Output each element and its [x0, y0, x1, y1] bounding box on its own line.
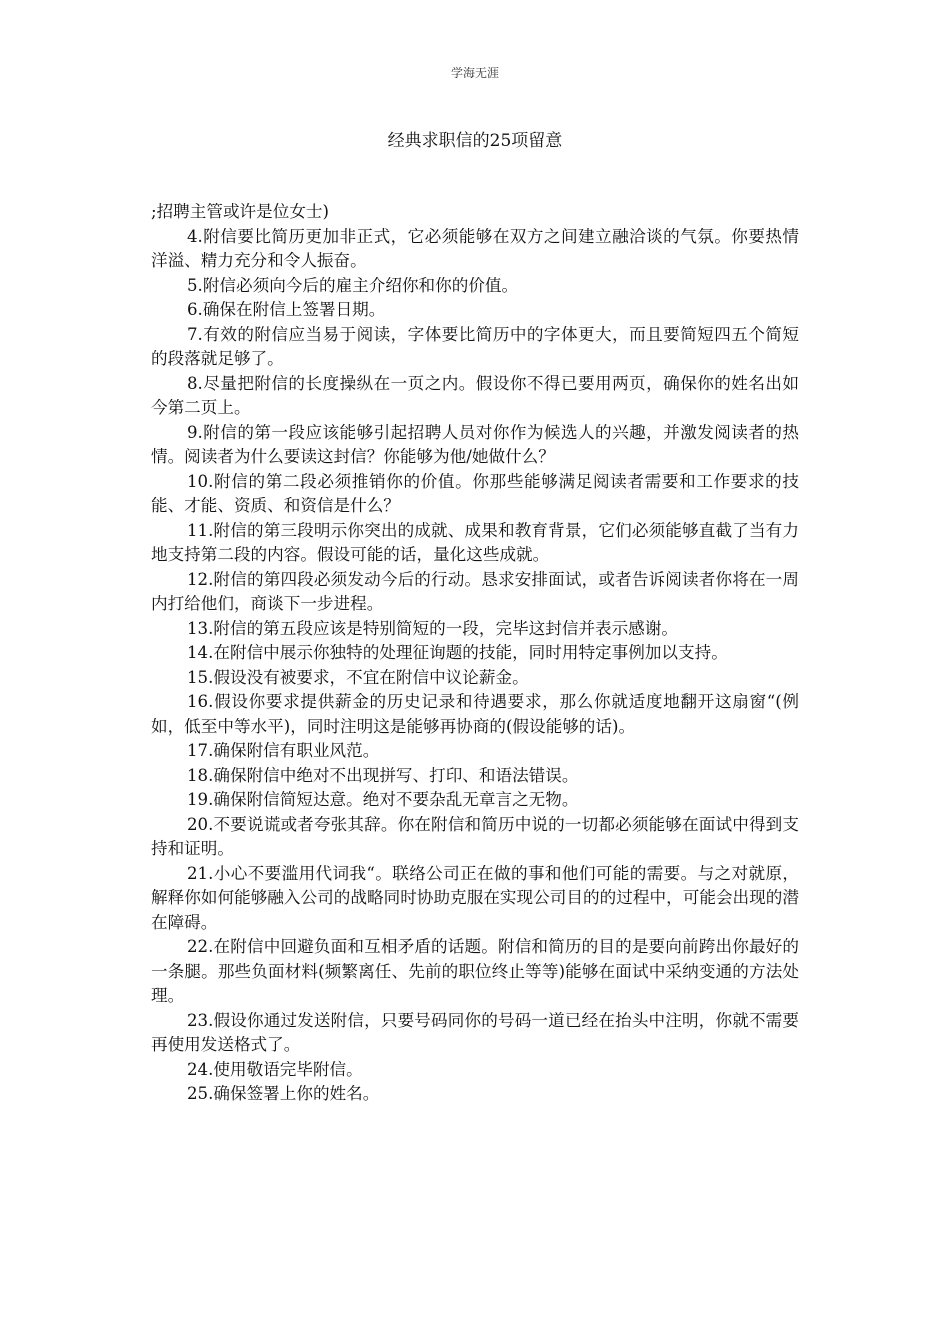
paragraph-item: 25.确保签署上你的姓名。 — [187, 1084, 380, 1103]
page-header: 学海无涯 — [450, 66, 499, 80]
document-body — [151, 200, 799, 1107]
paragraph-item: 10.附信的第二段必须推销你的价值。你那些能够满足阅读者需要和工作要求的技能、才能、资质、和资信是什么？ — [151, 471, 799, 515]
paragraph-item: 15.假设没有被要求，不宜在附信中议论薪金。 — [187, 667, 529, 687]
paragraph-item: 4.附信要比简历更加非正式，它必须能够在双方之间建立融洽谈的气氛。你要热情洋溢、精力充分和令人振奋。 — [151, 226, 799, 270]
paragraph-item: 11.附信的第三段明示你突出的成就、成果和教育背景，它们必须能够直截了当有力地支持第二段的内容。假设可能的话，量化这些成就。 — [151, 520, 799, 564]
paragraph-item: 23.假设你通过发送附信，只要号码同你的号码一道已经在抬头中注明，你就不需要再使用发送格式了。 — [151, 1010, 799, 1054]
paragraph-item: 22.在附信中回避负面和互相矛盾的话题。附信和简历的目的是要向前跨出你最好的一条腿。那些负面材料(频繁离任、先前的职位终止等等)能够在面试中采纳变通的方法处理。 — [151, 937, 799, 1005]
paragraph-item: 24.使用敬语完毕附信。 — [187, 1059, 363, 1079]
page-title: 经典求职信的25项留意 — [387, 131, 563, 151]
paragraph-item: 7.有效的附信应当易于阅读，字体要比简历中的字体更大，而且要简短四五个简短的段落就足够了。 — [151, 324, 799, 368]
paragraph-intro: ;招聘主管或许是位女士) — [151, 202, 330, 221]
paragraph-item: 5.附信必须向今后的雇主介绍你和你的价值。 — [187, 275, 519, 295]
paragraph-item: 19.确保附信简短达意。绝对不要杂乱无章言之无物。 — [187, 790, 579, 809]
paragraph-item: 6.确保在附信上签署日期。 — [187, 300, 386, 319]
paragraph-item: 8.尽量把附信的长度操纵在一页之内。假设你不得已要用两页，确保你的姓名出如今第二页上。 — [151, 373, 799, 417]
paragraph-item: 16.假设你要求提供薪金的历史记录和待遇要求，那么你就适度地翻开这扇窗“(例如，低至中等水平)，同时注明这是能够再协商的(假设能够的话)。 — [151, 692, 799, 736]
paragraph-item: 13.附信的第五段应该是特别简短的一段，完毕这封信并表示感谢。 — [187, 618, 679, 638]
paragraph-item: 20.不要说谎或者夸张其辞。你在附信和简历中说的一切都必须能够在面试中得到支持和证明。 — [151, 814, 799, 858]
paragraph-item: 18.确保附信中绝对不出现拼写、打印、和语法错误。 — [187, 765, 579, 785]
paragraph-item: 17.确保附信有职业风范。 — [187, 741, 380, 760]
paragraph-item: 9.附信的第一段应该能够引起招聘人员对你作为候选人的兴趣，并激发阅读者的热情。阅读者为什么要读这封信？你能够为他/她做什么？ — [151, 422, 799, 466]
paragraph-item: 21.小心不要滥用代词我“。联络公司正在做的事和他们可能的需要。与之对就原，解释你如何能够融入公司的战略同时协助克服在实现公司目的的过程中，可能会出现的潜在障碍。 — [151, 863, 799, 932]
paragraph-item: 12.附信的第四段必须发动今后的行动。恳求安排面试，或者告诉阅读者你将在一周内打给他们，商谈下一步进程。 — [151, 569, 799, 613]
paragraph-item: 14.在附信中展示你独特的处理征询题的技能，同时用特定事例加以支持。 — [187, 643, 728, 662]
